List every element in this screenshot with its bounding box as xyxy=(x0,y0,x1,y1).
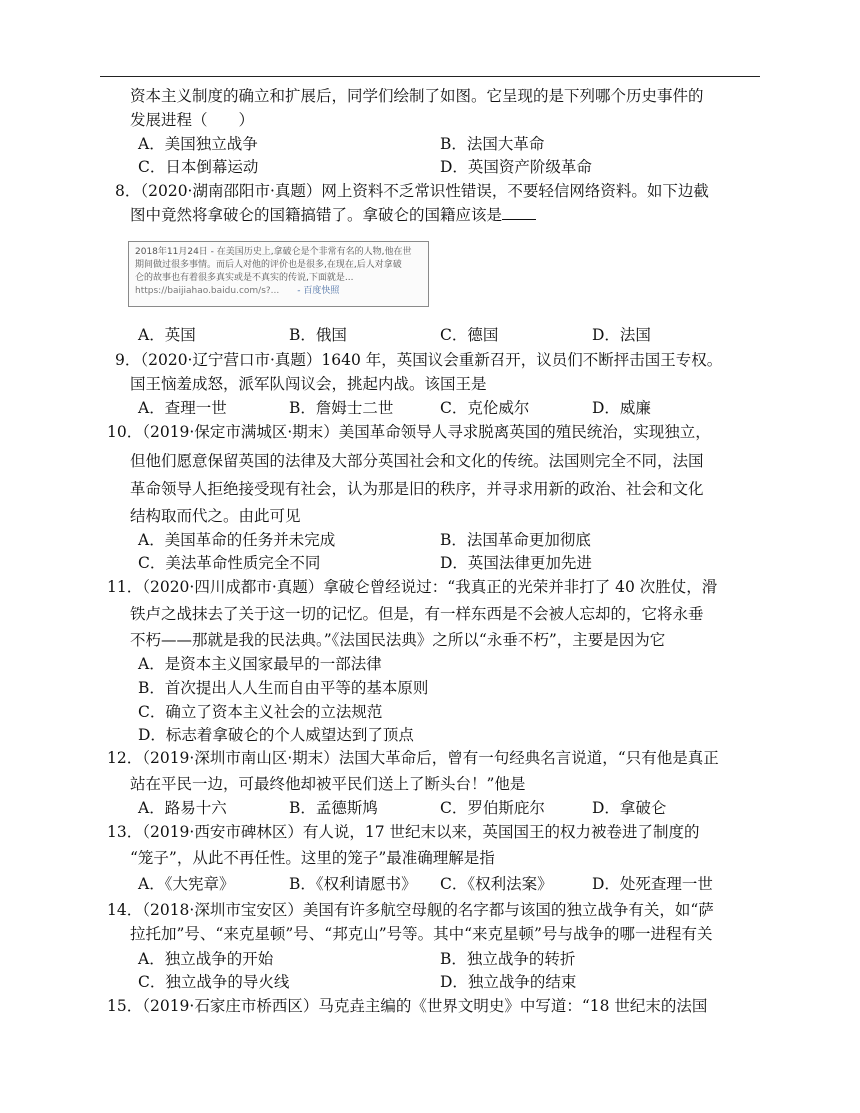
q7-option-a[interactable]: A．美国独立战争 xyxy=(138,135,258,153)
search-result-screenshot xyxy=(128,241,429,307)
q14-option-b[interactable]: B．独立战争的转折 xyxy=(440,950,576,968)
q10-text-line: 但他们愿意保留英国的法律及大部分英国社会和文化的传统。法国则完全不同，法国 xyxy=(130,452,704,470)
q12-option-a[interactable]: A．路易十六 xyxy=(138,799,227,817)
snapshot-link: - 百度快照 xyxy=(297,286,340,296)
screenshot-url: https://baijiahao.baidu.com/s?... xyxy=(135,286,280,296)
q7-option-d[interactable]: D．英国资产阶级革命 xyxy=(440,158,592,176)
q7-text-line: 发展进程（ ） xyxy=(130,111,255,129)
q12-option-b[interactable]: B．孟德斯鸠 xyxy=(289,799,378,817)
q9-option-b[interactable]: B．詹姆士二世 xyxy=(289,399,394,417)
q9-text-line: 国王恼羞成怒，派军队闯议会，挑起内战。该国王是 xyxy=(130,375,487,393)
q10-text-line: 革命领导人拒绝接受现有社会，认为那是旧的秩序，并寻求用新的政治、社会和文化 xyxy=(130,480,704,498)
q11-option-c[interactable]: C．确立了资本主义社会的立法规范 xyxy=(138,703,383,721)
q7-text-line: 资本主义制度的确立和扩展后，同学们绘制了如图。它呈现的是下列哪个历史事件的 xyxy=(130,87,704,105)
q13-text-line: 13．（2019·西安市碑林区）有人说，17 世纪末以来，英国国王的权力被卷进了制度的 xyxy=(107,823,700,841)
q13-option-b[interactable]: B．《权利请愿书》 xyxy=(289,875,417,893)
q7-option-c[interactable]: C．日本倒幕运动 xyxy=(138,158,259,176)
q10-text-line: 10．（2019·保定市满城区·期末）美国革命领导人寻求脱离英国的殖民统治，实现独立， xyxy=(107,423,711,441)
q8-option-b[interactable]: B．俄国 xyxy=(289,326,347,344)
q10-option-a[interactable]: A．美国革命的任务并未完成 xyxy=(138,531,336,549)
q8-text-line xyxy=(130,205,536,225)
q8-text: 图中竟然将拿破仑的国籍搞错了。拿破仑的国籍应该是 xyxy=(130,206,503,224)
q8-option-d[interactable]: D．法国 xyxy=(592,326,651,344)
q11-text-line: 铁卢之战抹去了关于这一切的记忆。但是，有一样东西是不会被人忘却的，它将永垂 xyxy=(130,605,704,623)
q13-option-d[interactable]: D．处死查理一世 xyxy=(592,875,713,893)
q9-text-line: 9．（2020·辽宁营口市·真题）1640 年，英国议会重新召开，议员们不断抨击国王专权。 xyxy=(115,351,723,369)
q10-text-line: 结构取而代之。由此可见 xyxy=(130,507,301,525)
q10-option-c[interactable]: C．美法革命性质完全不同 xyxy=(138,554,321,572)
q14-option-d[interactable]: D．独立战争的结束 xyxy=(440,973,577,991)
q8-option-c[interactable]: C．德国 xyxy=(440,326,499,344)
q13-text-line: “笼子”，从此不再任性。这里的笼子”最准确理解是指 xyxy=(130,849,495,867)
answer-blank[interactable] xyxy=(502,205,536,220)
q9-option-d[interactable]: D．威廉 xyxy=(592,399,651,417)
q12-option-c[interactable]: C．罗伯斯庇尔 xyxy=(440,799,545,817)
q9-option-a[interactable]: A．查理一世 xyxy=(138,399,227,417)
q11-option-d[interactable]: D．标志着拿破仑的个人威望达到了顶点 xyxy=(138,726,414,744)
q15-text-line: 15．（2019·石家庄市桥西区）马克垚主编的《世界文明史》中写道：“18 世纪末的法国 xyxy=(107,997,708,1015)
q14-option-a[interactable]: A．独立战争的开始 xyxy=(138,950,274,968)
q12-option-d[interactable]: D．拿破仑 xyxy=(592,799,667,817)
q10-option-b[interactable]: B．法国革命更加彻底 xyxy=(440,531,591,549)
q10-option-d[interactable]: D．英国法律更加先进 xyxy=(440,554,592,572)
q12-text-line: 站在平民一边，可最终他却被平民们送上了断头台！”他是 xyxy=(130,775,526,793)
q14-option-c[interactable]: C．独立战争的导火线 xyxy=(138,973,290,991)
q7-option-b[interactable]: B．法国大革命 xyxy=(440,135,545,153)
q12-text-line: 12．（2019·深圳市南山区·期末）法国大革命后，曾有一句经典名言说道，“只有他是真正 xyxy=(107,749,719,767)
q14-text-line: 14．（2018·深圳市宝安区）美国有许多航空母舰的名字都与该国的独立战争有关，如“萨 xyxy=(107,901,714,919)
q9-option-c[interactable]: C．克伦威尔 xyxy=(440,399,530,417)
q11-option-a[interactable]: A．是资本主义国家最早的一部法律 xyxy=(138,655,382,673)
q13-option-c[interactable]: C．《权利法案》 xyxy=(440,875,553,893)
screenshot-text-line: 2018年11月24日 - 在美国历史上,拿破仑是个非常有名的人物,他在世 xyxy=(135,247,412,257)
q14-text-line: 拉托加”号、“来克星顿”号、“邦克山”号等。其中“来克星顿”号与战争的哪一进程有关 xyxy=(130,925,713,943)
q13-option-a[interactable]: A．《大宪章》 xyxy=(138,875,235,893)
q8-text-line: 8．（2020·湖南邵阳市·真题）网上资料不乏常识性错误，不要轻信网络资料。如下边截 xyxy=(115,182,709,200)
q11-text-line: 不朽——那就是我的民法典。”《法国民法典》之所以“永垂不朽”，主要是因为它 xyxy=(130,631,666,649)
screenshot-source-line xyxy=(135,285,422,298)
screenshot-text-line: 期间做过很多事情。而后人对他的评价也是很多,在现在,后人对拿破 xyxy=(135,260,402,270)
q11-option-b[interactable]: B．首次提出人人生而自由平等的基本原则 xyxy=(138,679,429,697)
header-rule xyxy=(100,76,760,77)
screenshot-text-line: 仑的故事也有着很多真实或是不真实的传说,下面就是... xyxy=(135,273,354,283)
q11-text-line: 11．（2020·四川成都市·真题）拿破仑曾经说过：“我真正的光荣并非打了 40 次胜仗，滑 xyxy=(107,578,718,596)
q8-option-a[interactable]: A．英国 xyxy=(138,326,196,344)
